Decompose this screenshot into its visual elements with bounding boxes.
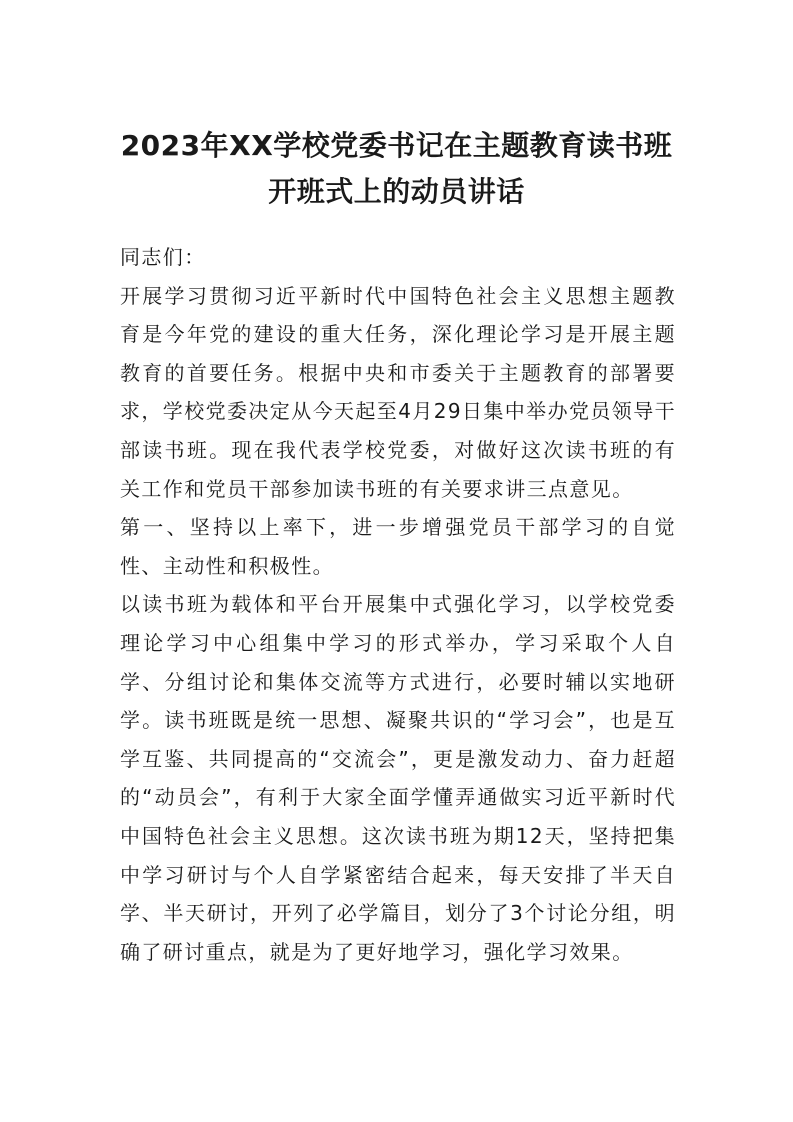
section-heading-1: 第一、坚持以上率下，进一步增强党员干部学习的自觉性、主动性和积极性。: [120, 515, 676, 578]
document-title-line-1: 2023年XX学校党委书记在主题教育读书班: [120, 129, 673, 162]
salutation: 同志们：: [120, 245, 206, 269]
document-title-line-2: 开班式上的动员讲话: [268, 175, 525, 208]
document-body: [120, 238, 676, 971]
paragraph-2: 以读书班为载体和平台开展集中式强化学习，以学校党委理论学习中心组集中学习的形式举办，学习采取个人自学、分组讨论和集体交流等方式进行，必要时辅以实地研学。读书班既是统一思想、凝聚共识的“学习会”，也是互学互鉴、共同提高的“交流会”，更是激发动力、奋力赶超的“动员会”，有利于大家全面学懂弄通做实习近平新时代中国特色社会主义思想。这次读书班为期12天，坚持把集中学习研讨与个人自学紧密结合起来，每天安排了半天自学、半天研讨，开列了必学篇目，划分了3个讨论分组，明确了研讨重点，就是为了更好地学习，强化学习效果。: [120, 592, 676, 964]
paragraph-1: 开展学习贯彻习近平新时代中国特色社会主义思想主题教育是今年党的建设的重大任务，深化理论学习是开展主题教育的首要任务。根据中央和市委关于主题教育的部署要求，学校党委决定从今天起至4月29日集中举办党员领导干部读书班。现在我代表学校党委，对做好这次读书班的有关工作和党员干部参加读书班的有关要求讲三点意见。: [120, 283, 676, 501]
